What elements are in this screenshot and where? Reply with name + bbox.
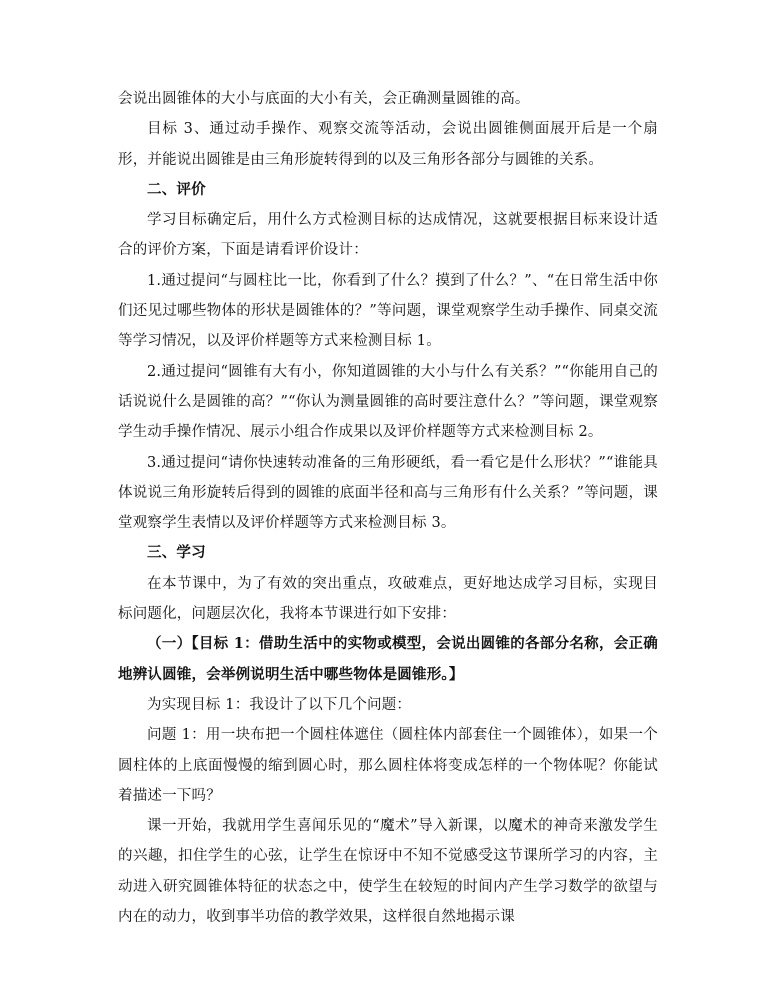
paragraph-evaluation-intro: 学习目标确定后，用什么方式检测目标的达成情况，这就要根据目标来设计适合的评价方案，下面是请看评价设计： [118,212,658,259]
section-heading-learning: 三、学习 [147,544,206,562]
paragraph-goal1-questions-intro: 为实现目标 1：我设计了以下几个问题： [147,696,412,713]
paragraph-learning-intro: 在本节课中，为了有效的突出重点，攻破难点，更好地达成学习目标，实现目标问题化，问题层次化，我将本节课进行如下安排： [118,575,658,623]
paragraph-question-1: 问题 1：用一块布把一个圆柱体遮住（圆柱体内部套住一个圆锥体），如果一个圆柱体的上底面慢慢的缩到圆心时，那么圆柱体将变成怎样的一个物体呢？你能试着描述一下吗？ [118,727,658,804]
paragraph-evaluation-item-1: 1.通过提问“与圆柱比一比，你看到了什么？摸到了什么？”、“在日常生活中你们还见过哪些物体的形状是圆锥体的？”等问题，课堂观察学生动手操作、同桌交流等学习情况，以及评价样题等方式来检测目标 1。 [118,272,658,350]
section-heading-evaluation: 二、评价 [147,180,206,198]
document-page [118,84,658,932]
paragraph-evaluation-item-3: 3.通过提问“请你快速转动准备的三角形硬纸，看一看它是什么形状？”“谁能具体说说三角形旋转后得到的圆锥的底面半径和高与三角形有什么关系？”等问题，课堂观察学生表情以及评价样题等方式来检测目标 3。 [118,454,658,532]
goal-1-statement: （一）【目标 1：借助生活中的实物或模型，会说出圆锥的各部分名称，会正确地辨认圆锥，会举例说明生活中哪些物体是圆锥形。】 [118,635,658,683]
paragraph-goal3: 目标 3、通过动手操作、观察交流等活动，会说出圆锥侧面展开后是一个扇形，并能说出圆锥是由三角形旋转得到的以及三角形各部分与圆锥的关系。 [118,121,658,168]
paragraph-goal2-continuation: 会说出圆锥体的大小与底面的大小有关，会正确测量圆锥的高。 [118,91,530,107]
paragraph-evaluation-item-2: 2.通过提问“圆锥有大有小，你知道圆锥的大小与什么有关系？”“你能用自己的话说说什么是圆锥的高？”“你认为测量圆锥的高时要注意什么？”等问题，课堂观察学生动手操作情况、展示小组合作成果以及评价样题等方式来检测目标 2。 [118,363,658,441]
paragraph-lesson-opening: 课一开始，我就用学生喜闻乐见的“魔术”导入新课，以魔术的神奇来激发学生的兴趣，扣住学生的心弦，让学生在惊讶中不知不觉感受这节课所学习的内容，主动进入研究圆锥体特征的状态之中，使学生在较短的时间内产生学习数学的欲望与内在的动力，收到事半功倍的教学效果，这样很自然地揭示课 [118,818,658,926]
